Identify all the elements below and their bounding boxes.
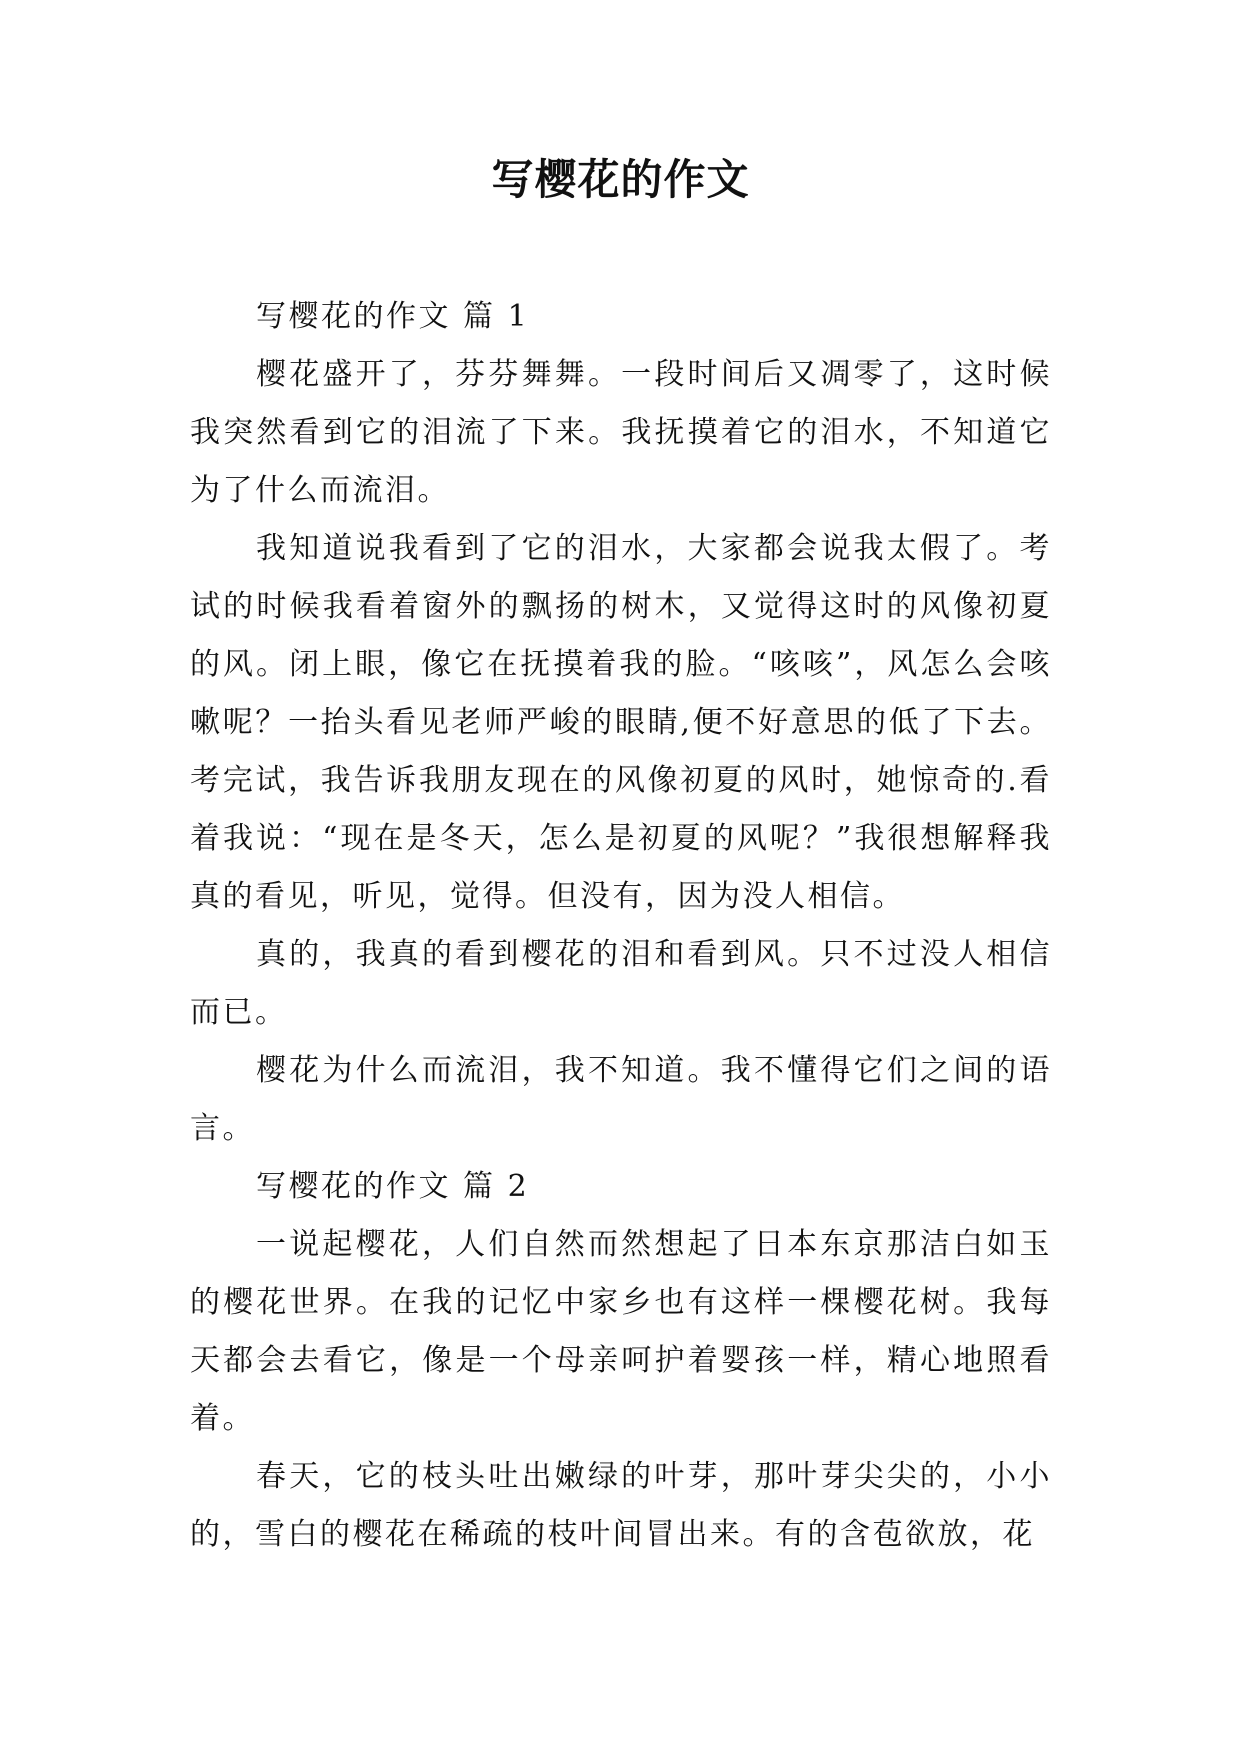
paragraph: 一说起樱花，人们自然而然想起了日本东京那洁白如玉的樱花世界。在我的记忆中家乡也有这样一棵樱花树。我每天都会去看它，像是一个母亲呵护着婴孩一样，精心地照看着。 [190, 1227, 1052, 1436]
document-body [190, 288, 1052, 1564]
document-title: 写樱花的作文 [491, 155, 750, 204]
paragraph: 樱花盛开了，芬芬舞舞。一段时间后又凋零了，这时候我突然看到它的泪流了下来。我抚摸着它的泪水，不知道它为了什么而流泪。 [190, 357, 1052, 508]
paragraph: 春天，它的枝头吐出嫩绿的叶芽，那叶芽尖尖的，小小的，雪白的樱花在稀疏的枝叶间冒出来。有的含苞欲放，花 [190, 1459, 1052, 1552]
section-heading-2: 写樱花的作文 篇 2 [256, 1169, 530, 1204]
paragraph: 真的，我真的看到樱花的泪和看到风。只不过没人相信而已。 [190, 937, 1052, 1030]
paragraph: 樱花为什么而流泪，我不知道。我不懂得它们之间的语言。 [190, 1053, 1052, 1146]
paragraph: 我知道说我看到了它的泪水，大家都会说我太假了。考试的时候我看着窗外的飘扬的树木，又觉得这时的风像初夏的风。闭上眼，像它在抚摸着我的脸。“咳咳”，风怎么会咳嗽呢？一抬头看见老师严峻的眼睛,便不好意思的低了下去。考完试，我告诉我朋友现在的风像初夏的风时，她惊奇的.看着我说：“现在是冬天，怎么是初夏的风呢？”我很想解释我真的看见，听见，觉得。但没有，因为没人相信。 [190, 531, 1052, 914]
section-heading-1: 写樱花的作文 篇 1 [256, 299, 530, 334]
